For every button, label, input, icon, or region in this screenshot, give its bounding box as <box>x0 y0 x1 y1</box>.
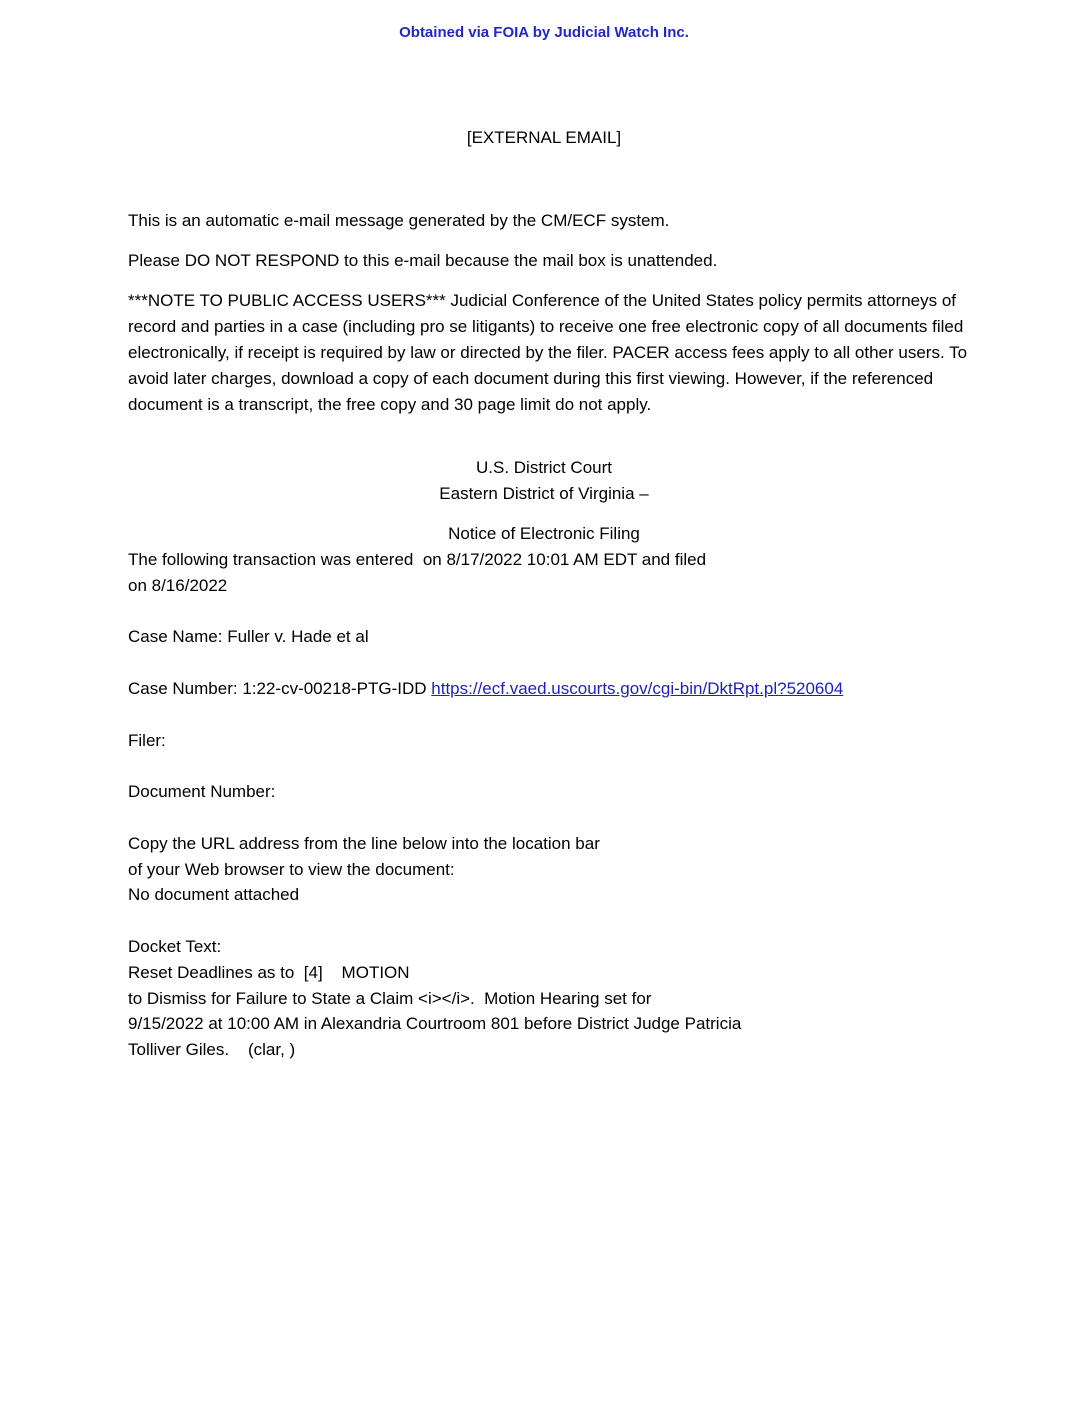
case-number-row <box>128 676 968 702</box>
docket-line-4: Tolliver Giles. (clar, ) <box>128 1040 296 1060</box>
document-number-label: Document Number: <box>128 782 276 802</box>
docket-report-link[interactable]: https://ecf.vaed.uscourts.gov/cgi-bin/DktRpt.pl?520604 <box>431 678 844 698</box>
spacer <box>128 702 968 728</box>
foia-watermark: Obtained via FOIA by Judicial Watch Inc. <box>399 24 689 41</box>
spacer <box>128 753 968 779</box>
copy-url-line-2: of your Web browser to view the document: <box>128 859 455 879</box>
spacer <box>128 650 968 676</box>
spacer <box>128 805 968 831</box>
docket-text-label: Docket Text: <box>128 936 222 956</box>
docket-line-3: 9/15/2022 at 10:00 AM in Alexandria Courtroom 801 before District Judge Patricia <box>128 1014 742 1034</box>
case-name: Case Name: Fuller v. Hade et al <box>128 627 369 647</box>
notice-title: Notice of Electronic Filing <box>448 524 640 543</box>
spacer <box>128 908 968 934</box>
court-name: U.S. District Court <box>475 458 613 477</box>
filing-details <box>128 547 968 1063</box>
public-access-note: ***NOTE TO PUBLIC ACCESS USERS*** Judicial Conference of the United States policy permits attorneys of record and parties in a case (including pro se litigants) to receive one free electronic copy of all documents filed electronically, if receipt is required by law or directed by the filer. PACER access fees apply to all other users. To avoid later charges, download a copy of each document during this first viewing. However, if the referenced document is a transcript, the free copy and 30 page limit do not apply. <box>128 291 968 414</box>
transaction-line-1: The following transaction was entered on 8/17/2022 10:01 AM EDT and filed <box>128 550 707 569</box>
copy-url-line-1: Copy the URL address from the line below into the location bar <box>128 833 600 853</box>
docket-line-2: to Dismiss for Failure to State a Claim <i></i>. Motion Hearing set for <box>128 988 652 1008</box>
intro-do-not-respond: Please DO NOT RESPOND to this e-mail because the mail box is unattended. <box>128 251 718 270</box>
external-email-tag: [EXTERNAL EMAIL] <box>466 128 622 147</box>
spacer <box>128 599 968 625</box>
case-number: Case Number: 1:22-cv-00218-PTG-IDD <box>128 678 432 698</box>
transaction-line-2: on 8/16/2022 <box>128 575 228 595</box>
filer-label: Filer: <box>128 730 166 750</box>
court-district: Eastern District of Virginia – <box>439 484 649 503</box>
no-document-attached: No document attached <box>128 885 300 905</box>
docket-line-1: Reset Deadlines as to [4] MOTION <box>128 962 410 982</box>
intro-auto-message: This is an automatic e-mail message generated by the CM/ECF system. <box>128 211 670 230</box>
